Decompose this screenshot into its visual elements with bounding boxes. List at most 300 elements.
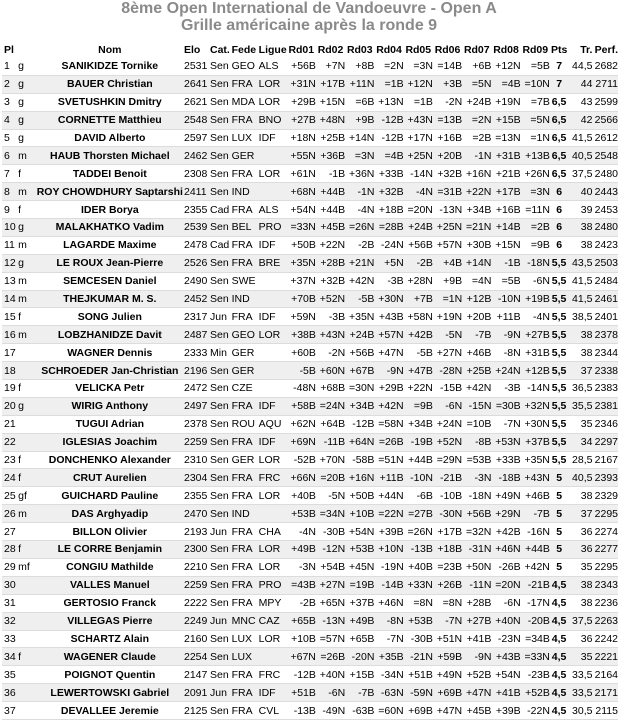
cell-round-result: +39B bbox=[378, 525, 404, 538]
cell-tiebreak: 35 bbox=[580, 418, 593, 431]
cell-elo: 2462 bbox=[184, 149, 208, 162]
cell-round-result: +46N bbox=[495, 543, 521, 556]
cell-category: Jun bbox=[209, 615, 227, 628]
cell-category: Sen bbox=[209, 704, 229, 717]
cell-round-result: +36N bbox=[349, 167, 375, 180]
cell-ligue bbox=[259, 183, 287, 201]
col-header-fede: Fede bbox=[231, 43, 257, 56]
cell-round-result: +30N bbox=[378, 293, 404, 306]
cell-round-result: +53B bbox=[291, 507, 316, 520]
cell-round-result: +36B bbox=[320, 149, 346, 162]
cell-round-result: -6N bbox=[503, 597, 521, 610]
cell-performance: 2503 bbox=[594, 257, 618, 270]
cell-round-result: -12B bbox=[352, 418, 375, 431]
cell-round-result: +43N bbox=[407, 114, 433, 127]
cell-round-result: -1N bbox=[357, 185, 375, 198]
cell-place: 14 bbox=[4, 293, 16, 306]
cell-ligue: LOR bbox=[258, 561, 281, 574]
cell-federation: FRA bbox=[231, 167, 253, 180]
cell-round-result: -59N bbox=[410, 686, 433, 699]
cell-round-result: =26B bbox=[378, 436, 404, 449]
cell-points: 5,5 bbox=[551, 257, 567, 270]
cell-points: 6,5 bbox=[551, 96, 567, 109]
cell-points: 5 bbox=[556, 543, 563, 556]
cell-performance: 2461 bbox=[594, 293, 618, 306]
cell-round-result: +65B bbox=[349, 632, 375, 645]
cell-name: IDER Borya bbox=[80, 203, 139, 216]
cell-performance: 2682 bbox=[594, 60, 618, 73]
cell-name: ROY CHOWDHURY Saptarshi bbox=[36, 185, 183, 198]
cell-round-result: +45N bbox=[349, 561, 375, 574]
col-header-pl: Pl bbox=[4, 43, 14, 56]
cell-title bbox=[18, 612, 36, 630]
cell-ligue: CHA bbox=[258, 525, 281, 538]
cell-points: 5 bbox=[556, 471, 563, 484]
col-header-nom: Nom bbox=[98, 43, 122, 56]
cell-federation: SWE bbox=[231, 275, 256, 288]
cell-round-result: +19N bbox=[436, 310, 463, 323]
cell-place: 24 bbox=[4, 471, 16, 484]
cell-round-result: =7B bbox=[530, 96, 550, 109]
cell-tiebreak: 38 bbox=[580, 346, 593, 359]
cell-round-result: +44B bbox=[525, 543, 550, 556]
cell-place: 4 bbox=[4, 114, 10, 127]
cell-round-result: +18N bbox=[290, 132, 316, 144]
cell-round-result: +39B bbox=[495, 704, 521, 717]
cell-ligue: FRC bbox=[258, 668, 281, 681]
cell-round-result: +55N bbox=[290, 149, 316, 162]
cell-round-result: -5B bbox=[416, 346, 433, 359]
cell-round-result: =10N bbox=[524, 78, 550, 91]
cell-title: g bbox=[18, 60, 24, 73]
cell-round-result: =28B bbox=[378, 221, 404, 234]
page-subtitle: Grille américaine après la ronde 9 bbox=[180, 17, 438, 34]
cell-elo: 2317 bbox=[184, 310, 208, 323]
cell-round-result: =8N bbox=[413, 597, 433, 610]
cell-round-result: +16B bbox=[495, 203, 521, 216]
cell-round-result: -13B bbox=[410, 543, 433, 556]
cell-round-result: +46B bbox=[466, 346, 492, 359]
cell-round-result: =2N bbox=[384, 60, 404, 73]
cell-round-result: =6B bbox=[355, 96, 375, 109]
cell-place: 20 bbox=[4, 400, 16, 413]
cell-title: g bbox=[18, 257, 24, 270]
cell-name: LAGARDE Maxime bbox=[63, 239, 157, 252]
cell-name: WIRIG Anthony bbox=[71, 400, 149, 413]
cell-round-result: =43B bbox=[291, 579, 316, 592]
cell-tiebreak: 36,5 bbox=[572, 382, 593, 395]
cell-name: VALLES Manuel bbox=[69, 579, 150, 592]
cell-federation: FRA bbox=[231, 436, 253, 449]
cell-title: m bbox=[18, 328, 27, 341]
cell-points: 5,5 bbox=[551, 293, 567, 306]
cell-ligue: ALS bbox=[258, 203, 279, 216]
cell-round-result: +56B bbox=[349, 346, 375, 359]
cell-name: SCHARTZ Alain bbox=[70, 632, 149, 645]
cell-round-result: +10N bbox=[378, 543, 404, 556]
cell-round-result: +61N bbox=[290, 167, 316, 180]
cell-round-result: -34N bbox=[380, 668, 404, 681]
cell-round-result: +9B bbox=[355, 114, 375, 127]
cell-round-result: +15N bbox=[319, 96, 346, 109]
cell-round-result: +50B bbox=[349, 489, 375, 502]
cell-category: Sen bbox=[209, 60, 229, 73]
cell-round-result: -6N bbox=[532, 275, 550, 288]
cell-points: 5,5 bbox=[551, 436, 567, 449]
cell-round-result: -20B bbox=[527, 615, 550, 628]
cell-federation: FRA bbox=[231, 561, 253, 574]
cell-federation: FRA bbox=[231, 310, 253, 323]
cell-tiebreak: 39 bbox=[580, 203, 593, 216]
cell-round-result: +25N bbox=[407, 149, 433, 162]
cell-place: 34 bbox=[4, 650, 16, 663]
col-header-rd05: Rd05 bbox=[405, 43, 432, 56]
cell-tiebreak: 38 bbox=[580, 597, 593, 610]
table-row bbox=[2, 201, 618, 219]
cell-elo: 2210 bbox=[184, 561, 208, 574]
cell-round-result: -23B bbox=[527, 668, 550, 681]
cell-category: Sen bbox=[209, 167, 229, 180]
cell-round-result: +35N bbox=[349, 310, 375, 323]
cell-round-result: +43N bbox=[319, 328, 346, 341]
cell-category: Sen bbox=[209, 96, 229, 109]
cell-round-result: -2N bbox=[328, 346, 346, 359]
cell-round-result: +49B bbox=[291, 543, 316, 556]
cell-round-result: -12B bbox=[293, 668, 316, 681]
table-row bbox=[2, 433, 618, 451]
cell-round-result: +21N bbox=[349, 257, 375, 270]
cell-elo: 2333 bbox=[184, 346, 208, 359]
cell-round-result: -3B bbox=[328, 310, 346, 323]
cell-round-result: =26N bbox=[349, 221, 375, 234]
cell-round-result: =60N bbox=[378, 704, 404, 717]
cell-federation: GER bbox=[231, 364, 255, 377]
cell-performance: 2612 bbox=[594, 132, 618, 144]
cell-round-result: +46N bbox=[378, 597, 404, 610]
cell-elo: 2531 bbox=[184, 60, 208, 73]
cell-round-result: +12N bbox=[495, 60, 521, 73]
cell-tiebreak: 41,5 bbox=[572, 132, 593, 144]
cell-points: 5,5 bbox=[551, 346, 567, 359]
cell-round-result: -7N bbox=[445, 615, 463, 628]
cell-points: 5,5 bbox=[551, 400, 567, 413]
cell-title: g bbox=[18, 114, 24, 127]
cell-round-result: -7B bbox=[475, 328, 492, 341]
cell-title bbox=[18, 594, 36, 612]
cell-place: 7 bbox=[4, 167, 10, 180]
cell-federation: FRA bbox=[231, 489, 253, 502]
cell-round-result: +24B bbox=[408, 221, 433, 234]
cell-round-result: +17N bbox=[407, 132, 433, 144]
cell-ligue: PRO bbox=[258, 221, 282, 234]
table-body bbox=[2, 58, 618, 719]
cell-round-result: +43B bbox=[378, 310, 404, 323]
cell-round-result: +14N bbox=[466, 257, 492, 270]
cell-federation: FRA bbox=[231, 686, 253, 699]
cell-round-result: -24N bbox=[380, 239, 404, 252]
cell-round-result: -63B bbox=[352, 704, 375, 717]
cell-performance: 2393 bbox=[594, 471, 618, 484]
cell-round-result: +31B bbox=[525, 346, 550, 359]
cell-round-result: +11B bbox=[379, 471, 404, 484]
cell-round-result: -16N bbox=[527, 525, 550, 538]
cell-category: Sen bbox=[209, 114, 229, 127]
cell-federation: FRA bbox=[231, 668, 253, 681]
cell-round-result: -63N bbox=[380, 686, 404, 699]
cell-round-result: +32N bbox=[524, 400, 550, 413]
cell-round-result: +42N bbox=[524, 561, 550, 574]
cell-name: HAUB Thorsten Michael bbox=[50, 149, 170, 162]
cell-round-result: +65B bbox=[291, 615, 316, 628]
cell-round-result: -19N bbox=[380, 561, 404, 574]
cell-elo: 2193 bbox=[184, 525, 208, 538]
page-title: 8ème Open International de Vandoeuvre - Open A bbox=[121, 0, 497, 17]
cell-round-result: -4N bbox=[357, 203, 375, 216]
cell-performance: 2480 bbox=[594, 167, 618, 180]
cell-round-result: -14B bbox=[381, 579, 404, 592]
cell-round-result: +32B bbox=[320, 275, 346, 288]
cell-place: 36 bbox=[4, 686, 16, 699]
cell-elo: 2147 bbox=[184, 668, 208, 681]
cell-round-result: -9N bbox=[386, 364, 404, 377]
cell-elo: 2196 bbox=[184, 364, 208, 377]
cell-points: 6 bbox=[556, 221, 563, 234]
cell-category: Sen bbox=[209, 257, 229, 270]
cell-round-result: +11N bbox=[349, 78, 375, 91]
cell-ligue: IDF bbox=[258, 239, 276, 252]
cell-name: LE ROUX Jean-Pierre bbox=[56, 257, 164, 270]
cell-round-result: +65N bbox=[319, 597, 346, 610]
cell-performance: 2346 bbox=[594, 418, 618, 431]
cell-name: DEVALLEE Jeremie bbox=[60, 704, 159, 717]
cell-round-result: =22N bbox=[378, 507, 404, 520]
cell-performance: 2599 bbox=[594, 96, 618, 109]
cell-title bbox=[18, 684, 36, 702]
cell-name: CRUT Aurelien bbox=[72, 471, 147, 484]
cell-points: 5,5 bbox=[551, 454, 567, 467]
cell-round-result: +51B bbox=[291, 686, 316, 699]
cell-round-result: -28N bbox=[439, 364, 463, 377]
table-row bbox=[2, 326, 618, 344]
cell-ligue: CAZ bbox=[258, 615, 280, 628]
cell-title: f bbox=[18, 382, 22, 395]
cell-round-result: +40B bbox=[408, 561, 433, 574]
cell-round-result: +22N bbox=[407, 382, 433, 395]
cell-performance: 2277 bbox=[594, 543, 618, 556]
cell-tiebreak: 43,5 bbox=[572, 257, 593, 270]
cell-round-result: +70N bbox=[319, 454, 346, 467]
cell-round-result: +15B bbox=[495, 114, 521, 127]
table-row bbox=[2, 344, 618, 362]
table-row bbox=[2, 487, 618, 505]
cell-federation: LUX bbox=[231, 632, 253, 645]
cell-points: 7 bbox=[556, 60, 563, 73]
cell-name: GERTOSIO Franck bbox=[63, 597, 157, 610]
cell-performance: 2548 bbox=[594, 149, 618, 162]
cell-round-result: +47N bbox=[466, 686, 492, 699]
table-row bbox=[2, 254, 618, 272]
cell-round-result: -11N bbox=[469, 579, 492, 592]
cell-tiebreak: 42 bbox=[580, 114, 593, 127]
cell-points: 6,5 bbox=[551, 114, 567, 127]
cell-name: LEWERTOWSKI Gabriel bbox=[50, 686, 170, 699]
cell-name: DONCHENKO Alexander bbox=[48, 454, 171, 467]
cell-title: f bbox=[18, 203, 22, 216]
cell-title: g bbox=[18, 400, 24, 413]
cell-title bbox=[18, 433, 36, 451]
cell-ligue bbox=[259, 290, 287, 308]
cell-round-result: =31B bbox=[437, 185, 463, 198]
table-row bbox=[2, 415, 618, 433]
table-row bbox=[2, 630, 618, 648]
cell-title bbox=[18, 576, 36, 594]
cell-federation: FRA bbox=[231, 543, 253, 556]
col-header-rd04: Rd04 bbox=[376, 43, 402, 56]
cell-name: SVETUSHKIN Dmitry bbox=[57, 96, 162, 109]
table-row bbox=[2, 219, 618, 237]
cell-round-result: -2B bbox=[416, 257, 433, 270]
cell-round-result: +24N bbox=[436, 418, 463, 431]
table-row bbox=[2, 129, 618, 147]
cell-round-result: +35N bbox=[290, 257, 316, 270]
cell-round-result: +25N bbox=[436, 221, 463, 234]
cell-round-result: +68N bbox=[290, 185, 316, 198]
cell-tiebreak: 44,5 bbox=[572, 60, 593, 73]
cell-round-result: +22N bbox=[466, 185, 492, 198]
cell-tiebreak: 37 bbox=[580, 364, 593, 377]
cell-title: g bbox=[18, 96, 24, 109]
cell-round-result: +51B bbox=[408, 668, 433, 681]
table-row bbox=[2, 451, 618, 469]
cell-round-result: +53B bbox=[349, 543, 375, 556]
table-row bbox=[2, 236, 618, 254]
cell-round-result: +52B bbox=[525, 686, 550, 699]
cell-elo: 2259 bbox=[184, 436, 208, 449]
cell-performance: 2263 bbox=[594, 615, 618, 628]
cell-round-result: -7N bbox=[386, 632, 404, 645]
cell-place: 6 bbox=[4, 149, 10, 162]
cell-round-result: -7N bbox=[503, 418, 521, 431]
cell-category: Sen bbox=[209, 436, 229, 449]
cell-category: Jun bbox=[209, 310, 227, 323]
cell-round-result: +4B bbox=[443, 257, 463, 270]
cell-round-result: =20B bbox=[320, 471, 346, 484]
standings-table bbox=[2, 41, 618, 720]
cell-ligue: LOR bbox=[258, 454, 281, 467]
cell-round-result: -12B bbox=[381, 114, 404, 127]
cell-round-result: =9B bbox=[413, 400, 433, 413]
cell-name: VILLEGAS Pierre bbox=[67, 615, 153, 628]
table-row bbox=[2, 290, 618, 308]
cell-place: 17 bbox=[4, 346, 16, 359]
cell-round-result: +68B bbox=[320, 382, 346, 395]
cell-round-result: +42B bbox=[495, 525, 521, 538]
cell-round-result: +31B bbox=[495, 149, 521, 162]
cell-category: Sen bbox=[209, 418, 229, 431]
cell-elo: 2487 bbox=[184, 328, 208, 341]
cell-points: 5,5 bbox=[551, 275, 567, 288]
cell-round-result: =53B bbox=[466, 454, 492, 467]
cell-title: m bbox=[18, 149, 27, 162]
cell-round-result: +62N bbox=[290, 418, 316, 431]
cell-title: g bbox=[18, 132, 24, 144]
cell-round-result: +41B bbox=[466, 632, 492, 645]
cell-round-result: +66N bbox=[290, 471, 316, 484]
cell-round-result: -15N bbox=[468, 400, 492, 413]
cell-tiebreak: 37,5 bbox=[572, 615, 593, 628]
cell-performance: 2242 bbox=[594, 632, 618, 645]
cell-round-result: -48N bbox=[293, 382, 316, 395]
cell-round-result: +52N bbox=[319, 293, 346, 306]
col-header-rd03: Rd03 bbox=[346, 43, 373, 56]
cell-name: GUICHARD Pauline bbox=[61, 489, 159, 502]
cell-elo: 2378 bbox=[184, 418, 208, 431]
cell-federation: FRA bbox=[231, 114, 253, 127]
cell-category: Sen bbox=[209, 668, 229, 681]
cell-round-result: +14B bbox=[495, 221, 521, 234]
cell-points: 4,5 bbox=[551, 686, 567, 699]
cell-tiebreak: 36 bbox=[580, 632, 593, 645]
cell-round-result: +29B bbox=[378, 382, 404, 395]
col-header-elo: Elo bbox=[184, 43, 201, 56]
cell-place: 22 bbox=[4, 436, 16, 449]
cell-performance: 2381 bbox=[594, 400, 618, 413]
cell-round-result: +16N bbox=[349, 471, 375, 484]
cell-round-result: =24N bbox=[319, 400, 346, 413]
col-header-tr: Tr. bbox=[580, 43, 593, 56]
cell-ligue: IDF bbox=[258, 132, 276, 144]
cell-round-result: +33N bbox=[407, 579, 433, 592]
cell-title bbox=[18, 523, 36, 541]
cell-category: Sen bbox=[209, 78, 229, 91]
table-row bbox=[2, 594, 618, 612]
cell-performance: 2711 bbox=[595, 78, 618, 91]
table-row bbox=[2, 111, 618, 129]
cell-round-result: =1N bbox=[530, 132, 550, 144]
cell-round-result: +5N bbox=[384, 257, 404, 270]
cell-name: SCHROEDER Jan-Christian bbox=[41, 364, 179, 377]
cell-round-result: +54N bbox=[495, 668, 521, 681]
cell-points: 6,5 bbox=[551, 132, 567, 144]
cell-place: 11 bbox=[4, 239, 15, 252]
cell-tiebreak: 43 bbox=[580, 96, 593, 109]
cell-round-result: -31N bbox=[468, 543, 492, 556]
table-row bbox=[2, 558, 618, 576]
cell-round-result: +43B bbox=[495, 650, 521, 663]
table-row bbox=[2, 612, 618, 630]
cell-round-result: +16N bbox=[466, 167, 492, 180]
cell-round-result: =23B bbox=[437, 561, 463, 574]
cell-category: Sen bbox=[209, 454, 229, 467]
cell-round-result: =11N bbox=[525, 203, 550, 216]
cell-round-result: +19B bbox=[525, 293, 550, 306]
cell-round-result: +46B bbox=[525, 489, 550, 502]
cell-elo: 2254 bbox=[184, 650, 208, 663]
cell-round-result: +26B bbox=[437, 579, 463, 592]
cell-place: 13 bbox=[4, 275, 16, 288]
cell-round-result: =26B bbox=[320, 650, 346, 663]
cell-round-result: +50N bbox=[466, 561, 492, 574]
cell-round-result: +52B bbox=[466, 668, 492, 681]
cell-ligue: LOR bbox=[258, 328, 281, 341]
cell-federation: GEO bbox=[231, 60, 255, 73]
cell-round-result: +26N bbox=[524, 167, 550, 180]
cell-round-result: +37B bbox=[525, 436, 550, 449]
cell-points: 6,5 bbox=[551, 149, 567, 162]
cell-tiebreak: 34 bbox=[580, 436, 593, 449]
cell-round-result: +37B bbox=[349, 597, 375, 610]
cell-title: f bbox=[18, 310, 22, 323]
